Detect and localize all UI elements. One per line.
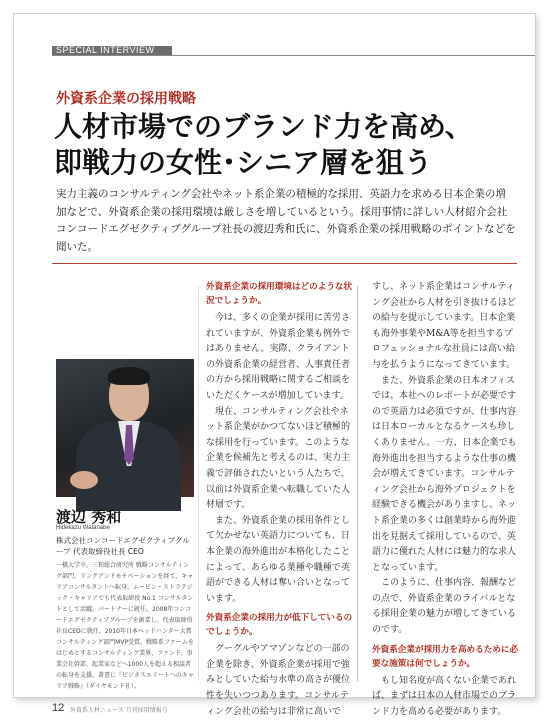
question-2: 外資系企業の採用力が低下しているのでしょうか。 [206, 613, 353, 638]
headline [54, 109, 473, 181]
paragraph: また、外資系企業の日本オフィスでは、本社へのレポートが必要ですので英語力は必須ですが、仕事内容は日本ローカルとなるケースも珍しくありません。一方、日本企業でも海外進出を担当するような仕事の機会が増えてきています。コンサルティング会社から海外プロジェクトを経験できる機会がありますし、ネット系企業の多くは創業時から海外進出を見据えて採用しているので、英語力に優れた人材には魅力的な求人となっています。 [372, 375, 517, 573]
paragraph: 今は、多くの企業が採用に苦労されていますが、外資系企業も例外ではありません。実際、クライアントの外資系企業の経営者、人事責任者の方から採用戦略に関するご相談をいただくケースが増加しています。 [206, 313, 351, 401]
paragraph: グーグルやアマゾンなどの一部の企業を除き、外資系企業が採用で強みとしていた給与水準の高さが優位性を失いつつあります。コンサルティング会社の給与は非常に高いで [206, 644, 351, 717]
paragraph: すし、ネット系企業はコンサルティング会社から人材を引き抜けるほどの給与を提示しています。日本企業も海外事業やM&A等を担当するプロフェッショナルな社員には高い給与を払うようになってきています。 [372, 282, 516, 370]
lead-divider [52, 263, 517, 264]
paragraph: 現在、コンサルティング会社やネット系企業がかつてないほど積極的な採用を行っています。このような企業を候補先と考えるのは、実力主義で評価されたいという人たちで、以前は外資系企業へ転職していた人材層です。 [206, 406, 351, 511]
section-label: SPECIAL INTERVIEW [56, 45, 155, 55]
publication-footer: 外資系人材ニュース 月刊採用情報号 [70, 707, 168, 714]
profile-bio: 一橋大学卒。三和総合研究所 戦略コンサルティング部門、リンクアンドモチベーションを経て、キャリアコンサルタントへ転身。ムービン・ストラテジック・キャリアでも代表取締役 No.1 コンサルタントとして活躍。パートナーに就任。2008年コンコードエグゼクティブグループを創業し、代表取締役社長CEOに就任。2010年日本ヘッドハンター大賞コンサルティング部門MVP受賞。戦略系ファームをはじめとするコンサルティング業界、ファンド、事業会社幹部、起業家などへ1000人を超える相談者の転身を支援。著書に『ビジネスエリートへのキャリア戦略』（ダイヤモンド社）。 [56, 562, 194, 690]
page-number: 12 [52, 702, 65, 714]
question-3: 外資系企業が採用力を高めるために必要な施策は何でしょうか。 [372, 644, 519, 669]
question-1: 外資系企業の採用環境はどのような状況でしょうか。 [206, 282, 353, 306]
profile-name-roman: Hidekazu Watanabe [56, 525, 110, 531]
paragraph: もし知名度が高くない企業であれば、まずは日本の人材市場でのブランド力を高める必要があります。 [372, 675, 517, 717]
profile-title: 株式会社コンコードエグゼクティブグループ 代表取締役社長 CEO [56, 536, 190, 556]
article-column-1 [206, 280, 354, 720]
column-divider [357, 286, 358, 681]
portrait-hair [108, 367, 150, 385]
article-column-2 [372, 280, 520, 720]
paragraph: このように、仕事内容、報酬などの点で、外資系企業のライバルとなる採用企業の魅力が増してきているのです。 [372, 578, 517, 636]
paragraph: また、外資系企業の採用条件として欠かせない英語力についても、日本企業の海外進出が本格化したことによって、あらゆる業種や職種で英語ができる人材は奪い合いとなっています。 [206, 515, 351, 604]
magazine-page [13, 13, 536, 717]
column-divider-left [198, 286, 199, 681]
kicker: 外資系企業の採用戦略 [56, 91, 196, 107]
section-rule [52, 55, 535, 56]
lead-paragraph: 実力主義のコンサルティング会社やネット系企業の積極的な採用、英語力を求める日本企業の増加などで、外資系企業の採用環境は厳しさを増しているという。採用事情に詳しい人材紹介会社コンコードエグゼクティブグループ社長の渡辺秀和氏に、外資系企業の採用戦略のポイントなどを聞いた。 [56, 188, 516, 253]
portrait-photo [56, 359, 194, 497]
headline-line-2: 即戦力の女性･シニア層を狙う [54, 146, 433, 179]
headline-line-1: 人材市場でのブランド力を高め、 [54, 110, 473, 143]
portrait-hand [70, 471, 98, 489]
profile-name: 渡辺 秀和 [56, 508, 122, 526]
